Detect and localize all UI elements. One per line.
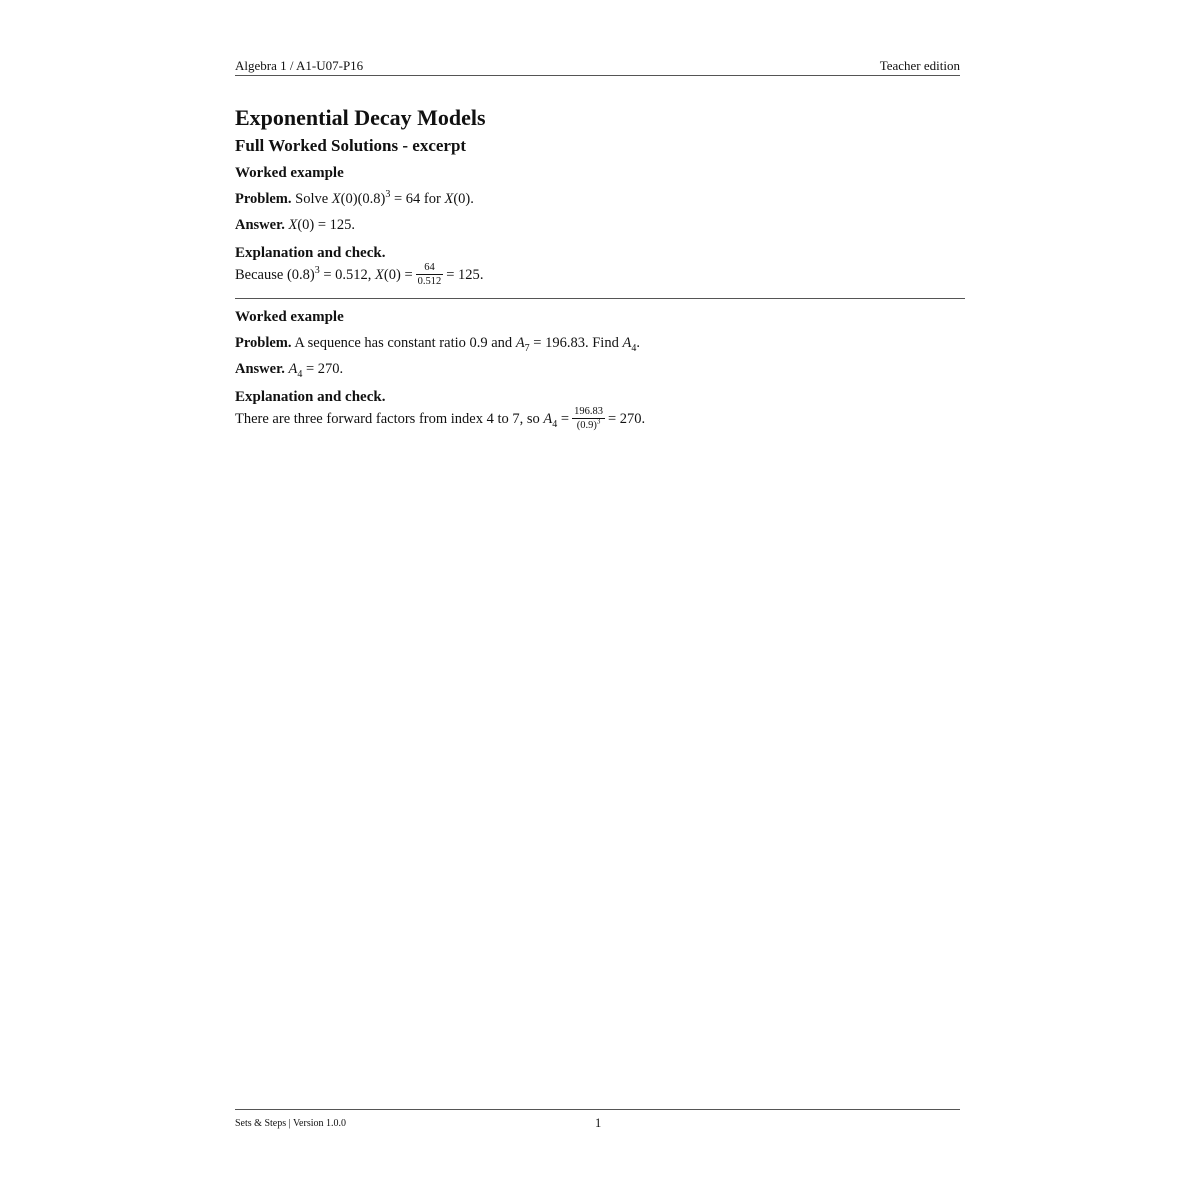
problem-text: Solve: [295, 191, 329, 207]
given-term: $A_7 = 196.83$: [515, 335, 585, 355]
running-header: [235, 58, 960, 76]
explanation-fraction: [572, 406, 605, 431]
footer-version: Sets & Steps | Version 1.0.0: [235, 1118, 346, 1129]
problem-label: Problem.: [235, 191, 292, 207]
answer-label: Answer.: [235, 361, 285, 378]
problem-text-and: and: [491, 335, 513, 352]
edition-label: Teacher edition: [879, 58, 960, 73]
index-from: 4: [486, 411, 494, 428]
answer-value: X(0) = 125: [288, 217, 352, 233]
example-heading: Worked example: [235, 165, 344, 181]
explanation-text: There are three forward factors from index: [235, 411, 483, 428]
answer-label: Answer.: [235, 217, 285, 233]
explanation-text-so: , so: [519, 411, 540, 428]
fraction-numerator: 196.83: [574, 406, 603, 418]
answer-statement: Answer. $A_4 = 270$.: [235, 361, 344, 381]
fraction-numerator: 64: [416, 262, 444, 275]
problem-text: A sequence has constant ratio: [294, 335, 466, 352]
problem-label: Problem.: [235, 335, 292, 352]
index-to: 7: [512, 411, 520, 428]
fraction-denominator: $(0.9)^3$: [576, 417, 601, 432]
problem-unknown: X(0): [444, 191, 471, 207]
page-number: 1: [595, 1116, 602, 1130]
fraction-denominator: 0.512: [417, 276, 442, 288]
explanation-math: $(0.8)^3 = 0.512$, X(0) =: [286, 265, 413, 283]
problem-equation: $X(0)(0.8)^3 = 64$: [331, 189, 421, 207]
ratio-value: 0.9: [469, 335, 488, 352]
answer-value: $A_4 = 270$: [288, 361, 340, 381]
explanation-heading: Explanation and check.: [235, 389, 386, 406]
answer-statement: Answer. X(0) = 125.: [235, 217, 356, 233]
explanation-result: = 270: [607, 411, 642, 428]
page-subtitle: Full Worked Solutions - excerpt: [235, 136, 467, 155]
worked-example-1: [235, 163, 965, 288]
page-footer: [235, 1109, 960, 1134]
problem-statement: Problem. A sequence has constant ratio 0.9 and $A_7 = 196.83$. Find $A_4$.: [235, 335, 640, 355]
explanation-body: There are three forward factors from index 4 to 7, so $A_4$ = $\frac{196.83}{(0.9)^3}$ = 270.: [235, 406, 646, 432]
explanation-fraction: [416, 262, 444, 287]
explanation-heading: Explanation and check.: [235, 245, 386, 261]
explanation-text: Because: [235, 267, 284, 283]
worked-example-2: [235, 307, 965, 432]
page-title: Exponential Decay Models: [235, 105, 486, 130]
explanation-result: = 125: [446, 267, 480, 283]
explanation-text-to: to: [497, 411, 509, 428]
problem-text-find: Find: [592, 335, 619, 352]
explanation-body: Because $(0.8)^3 = 0.512$, X(0) = $\frac{64}{0.512}$ = 125.: [235, 262, 484, 288]
problem-text-for: for: [423, 191, 441, 207]
section-divider: [235, 298, 965, 299]
course-breadcrumb: Algebra 1 / A1-U07-P16: [235, 58, 364, 73]
example-heading: Worked example: [235, 309, 344, 326]
explanation-math: $A_4$ =: [543, 411, 570, 431]
main-content: [235, 104, 965, 432]
target-term: $A_4$: [622, 335, 637, 355]
problem-statement: Problem. Solve $X(0)(0.8)^3 = 64$ for X(0).: [235, 189, 474, 207]
